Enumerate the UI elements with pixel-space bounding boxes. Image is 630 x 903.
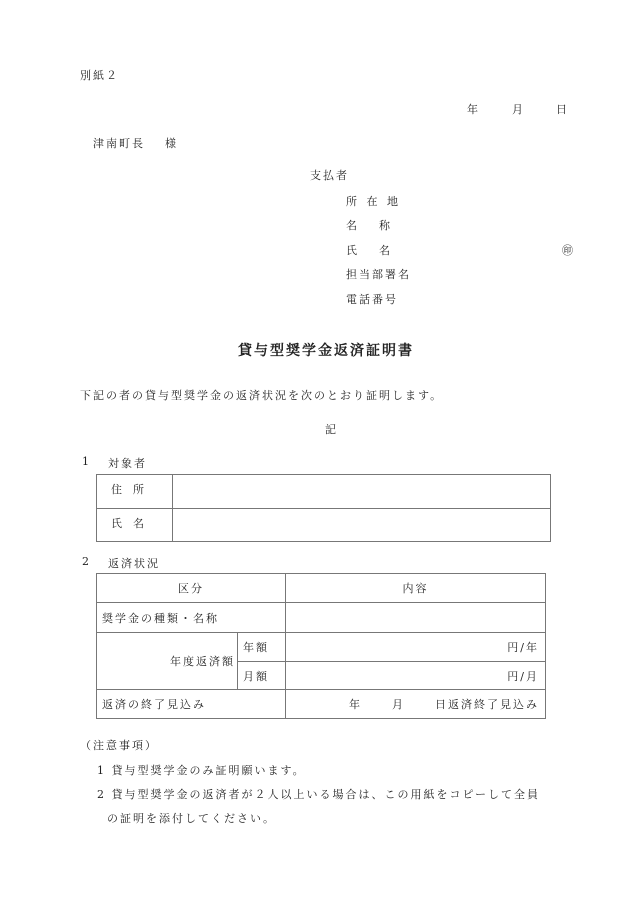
honorific: 様 <box>165 137 176 150</box>
intro-text: 下記の者の貸与型奨学金の返済状況を次のとおり証明します。 <box>80 389 444 402</box>
yearly-amount-row <box>97 633 546 662</box>
yearly-label: 年額 <box>238 633 286 662</box>
note-item-2-continued: の証明を添付してください。 <box>107 812 276 825</box>
subject-name-label: 氏 名 <box>97 509 173 542</box>
end-year-label: 年 <box>349 698 360 711</box>
subject-address-field[interactable] <box>173 475 551 509</box>
document-title: 貸与型奨学金返済証明書 <box>238 343 414 359</box>
subject-address-label: 住 所 <box>97 475 173 509</box>
repayment-end-field[interactable] <box>286 690 546 719</box>
scholarship-type-label: 奨学金の種類・名称 <box>97 603 286 633</box>
section1-number: 1 <box>82 455 89 468</box>
repayment-table <box>96 573 546 719</box>
end-day-suffix: 日返済終了見込み <box>435 698 539 711</box>
repayment-end-row <box>97 690 546 719</box>
payer-person-label: 氏 名 <box>346 244 390 257</box>
subject-name-row <box>97 509 551 542</box>
content-header: 内容 <box>286 574 546 603</box>
notes-heading: （注意事項） <box>80 739 158 752</box>
subject-table <box>96 474 551 542</box>
note-item-2: 2 貸与型奨学金の返済者が２人以上いる場合は、この用紙をコピーして全員 <box>97 788 541 801</box>
annual-repayment-label: 年度返済額 <box>97 633 238 690</box>
monthly-amount-field[interactable]: 円/月 <box>286 662 546 690</box>
scholarship-type-field[interactable] <box>286 603 546 633</box>
subject-name-field[interactable] <box>173 509 551 542</box>
repayment-header-row <box>97 574 546 603</box>
date-day-label: 日 <box>556 103 567 116</box>
repayment-end-label: 返済の終了見込み <box>97 690 286 719</box>
yearly-amount-field[interactable]: 円/年 <box>286 633 546 662</box>
payer-address-label: 所 在 地 <box>346 195 401 208</box>
attachment-label: 別紙２ <box>80 69 119 82</box>
category-header: 区分 <box>97 574 286 603</box>
scholarship-type-row <box>97 603 546 633</box>
section2-heading: 返済状況 <box>108 557 160 570</box>
seal-mark-icon: ㊞ <box>562 244 573 257</box>
ki-label: 記 <box>325 423 336 436</box>
monthly-label: 月額 <box>238 662 286 690</box>
section2-number: 2 <box>82 555 89 568</box>
end-month-label: 月 <box>392 698 403 711</box>
note-item-1: 1 貸与型奨学金のみ証明願います。 <box>97 764 306 777</box>
addressee: 津南町長 <box>93 137 145 150</box>
date-month-label: 月 <box>512 103 523 116</box>
subject-address-row <box>97 475 551 509</box>
payer-heading: 支払者 <box>310 169 349 182</box>
payer-department-label: 担当部署名 <box>346 268 411 281</box>
section1-heading: 対象者 <box>108 457 147 470</box>
payer-phone-label: 電話番号 <box>346 293 398 306</box>
date-year-label: 年 <box>467 103 478 116</box>
payer-name-label: 名 称 <box>346 219 390 232</box>
